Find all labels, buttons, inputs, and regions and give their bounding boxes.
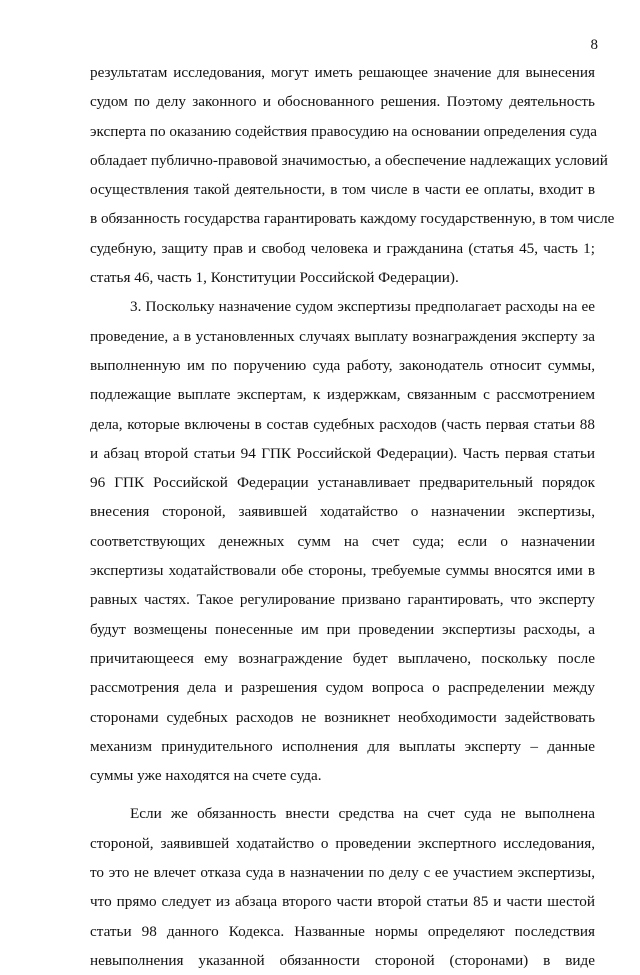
text-line: Если же обязанность внести средства на счет суда не выполнена	[130, 805, 595, 823]
text-line: сторонами судебных расходов не возникнет необходимости задействовать	[90, 708, 595, 726]
text-line: обладает публично-правовой значимостью, а обеспечение надлежащих условий	[90, 151, 608, 169]
text-line: невыполнения указанной обязанности стороной (сторонами) в виде	[90, 951, 595, 969]
text-line: дела, которые включены в состав судебных расходов (часть первая статьи 88	[90, 415, 595, 433]
text-line: в обязанность государства гарантировать каждому государственную, в том числе	[90, 210, 615, 228]
text-line: эксперта по оказанию содействия правосудию на основании определения суда	[90, 122, 597, 140]
text-line: выполненную им по поручению суда работу, законодатель относит суммы,	[90, 356, 595, 374]
text-line: суммы уже находятся на счете суда.	[90, 767, 322, 785]
text-line: рассмотрения дела и разрешения судом вопроса о распределении между	[90, 679, 595, 697]
text-line: 96 ГПК Российской Федерации устанавливает предварительный порядок	[90, 474, 595, 492]
text-line: причитающееся ему вознаграждение будет выплачено, поскольку после	[90, 649, 595, 667]
text-line: равных частях. Такое регулирование призвано гарантировать, что эксперту	[90, 591, 595, 609]
text-line: будут возмещены понесенные им при проведении экспертизы расходы, а	[90, 620, 595, 638]
text-line: подлежащие выплате экспертам, к издержкам, связанным с рассмотрением	[90, 386, 595, 404]
text-line: судом по делу законного и обоснованного решения. Поэтому деятельность	[90, 93, 595, 111]
text-line: механизм принудительного исполнения для выплаты эксперту – данные	[90, 737, 595, 755]
text-line: экспертизы ходатайствовали обе стороны, требуемые суммы вносятся ими в	[90, 562, 595, 580]
text-line: статьи 98 данного Кодекса. Названные нормы определяют последствия	[90, 922, 595, 940]
text-line: внесения стороной, заявившей ходатайство о назначении экспертизы,	[90, 503, 595, 521]
text-line: что прямо следует из абзаца второго части второй статьи 85 и части шестой	[90, 893, 595, 911]
paragraph	[90, 799, 595, 975]
paragraph-gap	[90, 790, 595, 799]
document-body	[90, 58, 615, 975]
text-line: стороной, заявившей ходатайство о проведении экспертного исследования,	[90, 834, 595, 852]
text-line: статья 46, часть 1, Конституции Российской Федерации).	[90, 269, 459, 287]
paragraph	[90, 58, 615, 292]
text-line: то это не влечет отказа суда в назначении по делу с ее участием экспертизы,	[90, 864, 595, 882]
text-line: результатам исследования, могут иметь решающее значение для вынесения	[90, 64, 595, 81]
text-line: соответствующих денежных сумм на счет суда; если о назначении	[90, 532, 595, 550]
text-line: 3. Поскольку назначение судом экспертизы предполагает расходы на ее	[130, 298, 595, 316]
text-line: судебную, защиту прав и свобод человека и гражданина (статья 45, часть 1;	[90, 239, 595, 257]
text-line: проведение, а в установленных случаях выплату вознаграждения эксперту за	[90, 327, 595, 345]
text-line: и абзац второй статьи 94 ГПК Российской Федерации). Часть первая статьи	[90, 444, 595, 462]
page-number: 8	[590, 37, 598, 53]
paragraph	[90, 292, 595, 790]
text-line: осуществления такой деятельности, в том числе в части ее оплаты, входит в	[90, 181, 595, 199]
